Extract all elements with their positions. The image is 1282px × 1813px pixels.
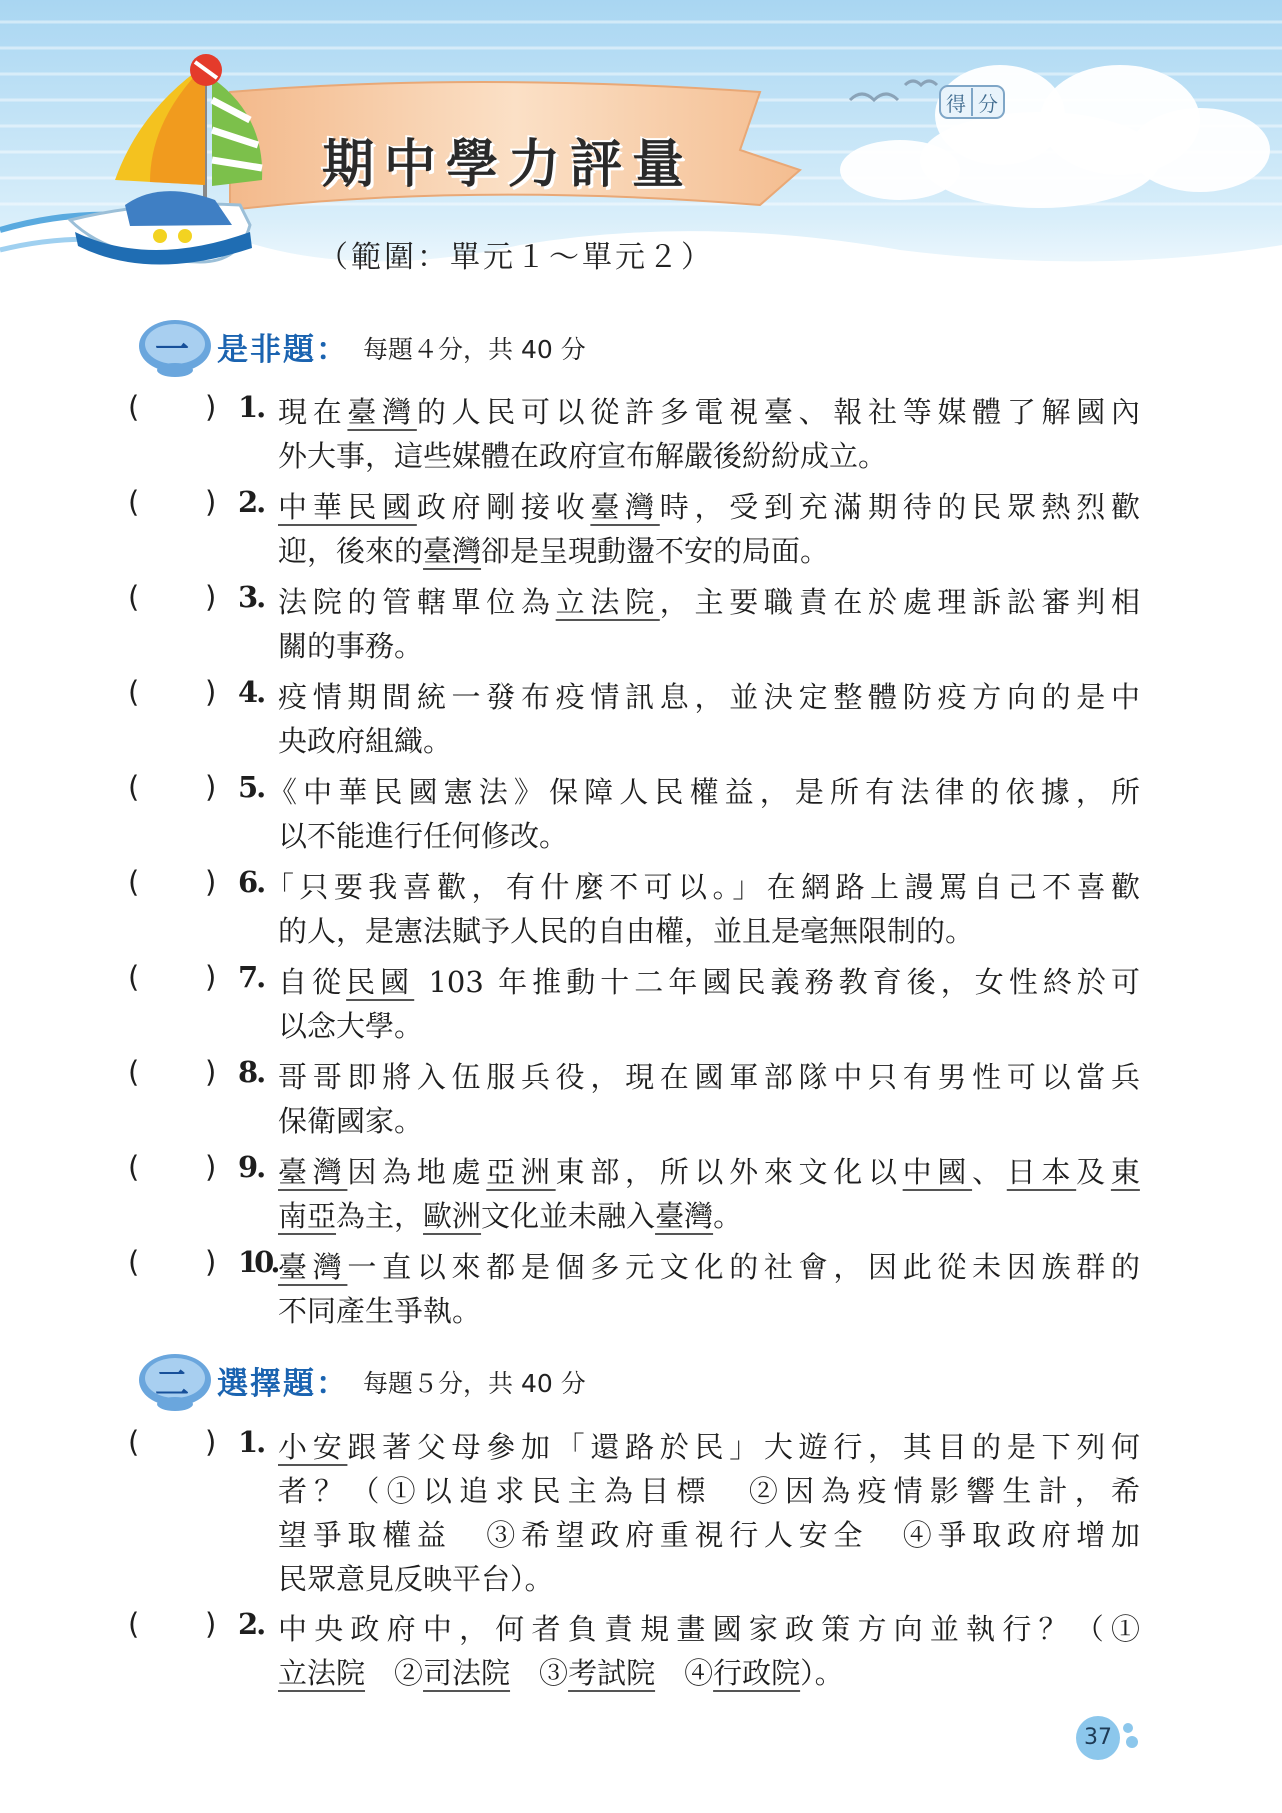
answer-blank-close: )	[205, 1425, 217, 1459]
question-number: 6.	[238, 865, 265, 899]
question-text-line: 不同產生爭執。	[278, 1294, 482, 1328]
answer-blank-close: )	[205, 1245, 217, 1279]
score-stamp-char-1: 得	[946, 92, 966, 116]
question-text-line: 現在臺灣的人民可以從許多電視臺、報社等媒體了解國內	[278, 395, 1140, 429]
question-number: 7.	[238, 960, 265, 994]
page-number: 37	[1084, 1725, 1112, 1750]
question-text-line: 中華民國政府剛接收臺灣時，受到充滿期待的民眾熱烈歡	[278, 490, 1140, 524]
question-text-line: 民眾意見反映平台）。	[278, 1562, 554, 1596]
question-text-line: 中央政府中，何者負責規畫國家政策方向並執行？（①	[278, 1612, 1140, 1646]
question-text-line: 以不能進行任何修改。	[278, 819, 569, 853]
answer-blank-close: )	[205, 390, 217, 424]
answer-blank-open[interactable]: (	[128, 865, 140, 899]
question-text-line: 央政府組織。	[278, 724, 453, 758]
question-text-line: 自從民國 103 年推動十二年國民義務教育後，女性終於可	[278, 965, 1140, 999]
page-number-badge	[1076, 1716, 1120, 1760]
question-text-line: 立法院 ②司法院 ③考試院 ④行政院）。	[278, 1656, 844, 1690]
question-number: 1.	[238, 390, 265, 424]
answer-blank-close: )	[205, 485, 217, 519]
question-text-line: 保衛國家。	[278, 1104, 424, 1138]
answer-blank-open[interactable]: (	[128, 1150, 140, 1184]
answer-blank-open[interactable]: (	[128, 675, 140, 709]
section-scoring: 每題５分，共 40 分	[363, 1369, 586, 1398]
answer-blank-open[interactable]: (	[128, 485, 140, 519]
answer-blank-close: )	[205, 580, 217, 614]
question-text-line: 者？（①以追求民主為目標 ②因為疫情影響生計，希	[278, 1474, 1140, 1508]
page-subtitle: （範圍：單元１～單元２）	[318, 240, 714, 275]
bubbles-icon	[1120, 1720, 1140, 1754]
section-scoring: 每題４分，共 40 分	[363, 335, 586, 364]
question-text-line: 外大事，這些媒體在政府宣布解嚴後紛紛成立。	[278, 439, 888, 473]
answer-blank-close: )	[205, 865, 217, 899]
question-text-line: 關的事務。	[278, 629, 424, 663]
question-text-line: 南亞為主，歐洲文化並未融入臺灣。	[278, 1199, 743, 1233]
question-text-line: 臺灣因為地處亞洲東部，所以外來文化以中國、日本及東	[278, 1155, 1140, 1189]
question-text-line: 以念大學。	[278, 1009, 424, 1043]
question-number: 5.	[238, 770, 265, 804]
section-true-false-heading	[135, 318, 735, 378]
answer-blank-open[interactable]: (	[128, 1425, 140, 1459]
question-number: 1.	[238, 1425, 265, 1459]
answer-blank-close: )	[205, 1055, 217, 1089]
question-number: 2.	[238, 485, 265, 519]
question-text-line: 法院的管轄單位為立法院，主要職責在於處理訴訟審判相	[278, 585, 1140, 619]
answer-blank-close: )	[205, 1607, 217, 1641]
question-number: 4.	[238, 675, 265, 709]
section-number: 二	[155, 1364, 189, 1404]
answer-blank-close: )	[205, 770, 217, 804]
question-text-line: 「只要我喜歡，有什麼不可以。」在網路上謾罵自己不喜歡	[265, 870, 1140, 904]
question-text-line: 疫情期間統一發布疫情訊息，並決定整體防疫方向的是中	[278, 680, 1140, 714]
score-stamp-char-2: 分	[978, 92, 998, 116]
question-number: 8.	[238, 1055, 265, 1089]
question-number: 2.	[238, 1607, 265, 1641]
question-text-line: 臺灣一直以來都是個多元文化的社會，因此從未因族群的	[278, 1250, 1140, 1284]
question-text-line: 《中華民國憲法》保障人民權益，是所有法律的依據，所	[268, 775, 1140, 809]
answer-blank-open[interactable]: (	[128, 580, 140, 614]
page-title: 期中學力評量	[322, 135, 695, 195]
answer-blank-open[interactable]: (	[128, 960, 140, 994]
question-number: 10.	[238, 1245, 277, 1279]
section-number: 一	[155, 330, 189, 370]
section-multiple-choice-heading	[135, 1352, 735, 1412]
section-title: 選擇題：	[217, 1366, 349, 1402]
answer-blank-open[interactable]: (	[128, 770, 140, 804]
answer-blank-close: )	[205, 1150, 217, 1184]
answer-blank-open[interactable]: (	[128, 1607, 140, 1641]
question-number: 3.	[238, 580, 265, 614]
answer-blank-close: )	[205, 960, 217, 994]
answer-blank-open[interactable]: (	[128, 390, 140, 424]
question-text-line: 哥哥即將入伍服兵役，現在國軍部隊中只有男性可以當兵	[278, 1060, 1140, 1094]
question-text-line: 迎，後來的臺灣卻是呈現動盪不安的局面。	[278, 534, 830, 568]
header-banner	[0, 0, 1282, 310]
answer-blank-open[interactable]: (	[128, 1055, 140, 1089]
question-text-line: 小安跟著父母參加「還路於民」大遊行，其目的是下列何	[278, 1430, 1140, 1464]
answer-blank-close: )	[205, 675, 217, 709]
question-text-line: 的人，是憲法賦予人民的自由權，並且是毫無限制的。	[278, 914, 975, 948]
question-text-line: 望爭取權益 ③希望政府重視行人安全 ④爭取政府增加	[278, 1518, 1140, 1552]
question-number: 9.	[238, 1150, 265, 1184]
answer-blank-open[interactable]: (	[128, 1245, 140, 1279]
section-title: 是非題：	[217, 332, 349, 368]
